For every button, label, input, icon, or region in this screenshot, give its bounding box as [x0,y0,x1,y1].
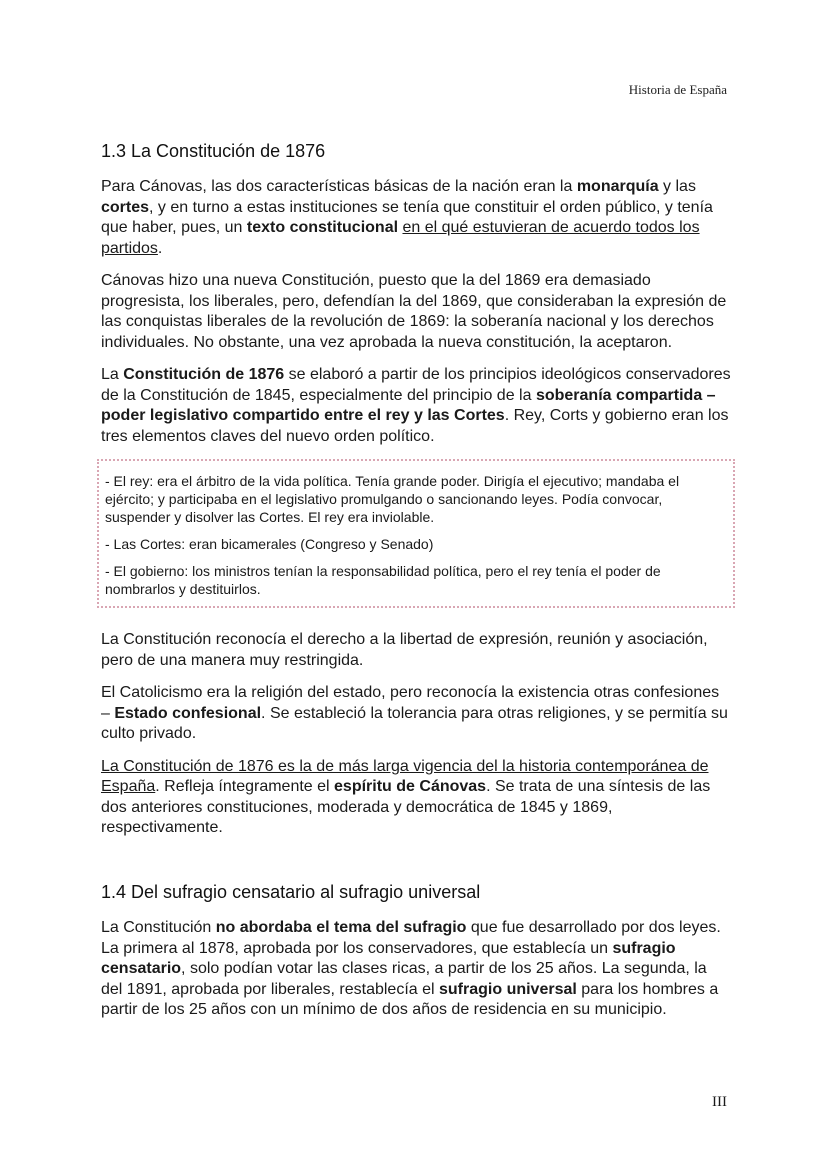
section-heading-1-4: 1.4 Del sufragio censatario al sufragio universal [101,881,481,902]
page-number: III [712,1094,727,1110]
section-heading-1-3: 1.3 La Constitución de 1876 [101,141,326,161]
paragraph-vigencia: La Constitución de 1876 es la de más larga vigencia del la historia contemporánea de España. Refleja íntegramente el espíritu de Cánovas. Se trata de una síntesis de las dos anteriores constituciones, moderada y democrática de 1845 y 1869, respectivamente. [101,757,711,837]
paragraph-catolicismo: El Catolicismo era la religión del estado, pero reconocía la existencia otras confesiones – Estado confesional. Se estableció la tolerancia para otras religiones, y se permitía su culto privado. [101,684,728,743]
paragraph-canovas-monarquia: Para Cánovas, las dos características básicas de la nación eran la monarquía y las cortes, y en turno a estas instituciones se tenía que constituir el orden público, y tenía que haber, pues, un texto constitucional en el qué estuvieran de acuerdo todos los partidos. [101,178,713,257]
box-item-cortes: - Las Cortes: eran bicamerales (Congreso y Senado) [105,536,434,553]
paragraph-constitucion-1876: La Constitución de 1876 se elaboró a partir de los principios ideológicos conservadores de la Constitución de 1845, especialmente del principio de la soberanía compartida – poder legislativo compartido entre el rey y las Cortes. Rey, Corts y gobierno eran los tres elementos claves del nuevo orden político. [101,366,731,445]
page-content [101,140,731,1033]
paragraph-nueva-constitucion: Cánovas hizo una nueva Constitución, puesto que la del 1869 era demasiado progresista, los liberales, pero, defendían la del 1869, que consideraban la expresión de las conquistas liberales de la revolución de 1869: la soberanía nacional y los derechos individuales. No obstante, una vez aprobada la nueva constitución, la aceptaron. [101,272,727,351]
box-item-rey: - El rey: era el árbitro de la vida política. Tenía grande poder. Dirigía el ejecutivo; mandaba el ejército; y participaba en el legislativo promulgando o sancionando leyes. Podía convocar, suspender y disolver las Cortes. El rey era inviolable. [105,473,680,526]
poderes-box [97,459,735,608]
running-header: Historia de España [628,82,727,97]
paragraph-sufragio: La Constitución no abordaba el tema del sufragio que fue desarrollado por dos leyes. La primera al 1878, aprobada por los conservadores, que establecía un sufragio censatario, solo podían votar las clases ricas, a partir de los 25 años. La segunda, la del 1891, aprobada por liberales, restablecía el sufragio universal para los hombres a partir de los 25 años con un mínimo de dos años de residencia en su municipio. [101,919,721,1019]
paragraph-derechos: La Constitución reconocía el derecho a la libertad de expresión, reunión y asociación, pero de una manera muy restringida. [101,631,708,669]
box-item-gobierno: - El gobierno: los ministros tenían la responsabilidad política, pero el rey tenía el poder de nombrarlos y destituirlos. [105,563,661,598]
